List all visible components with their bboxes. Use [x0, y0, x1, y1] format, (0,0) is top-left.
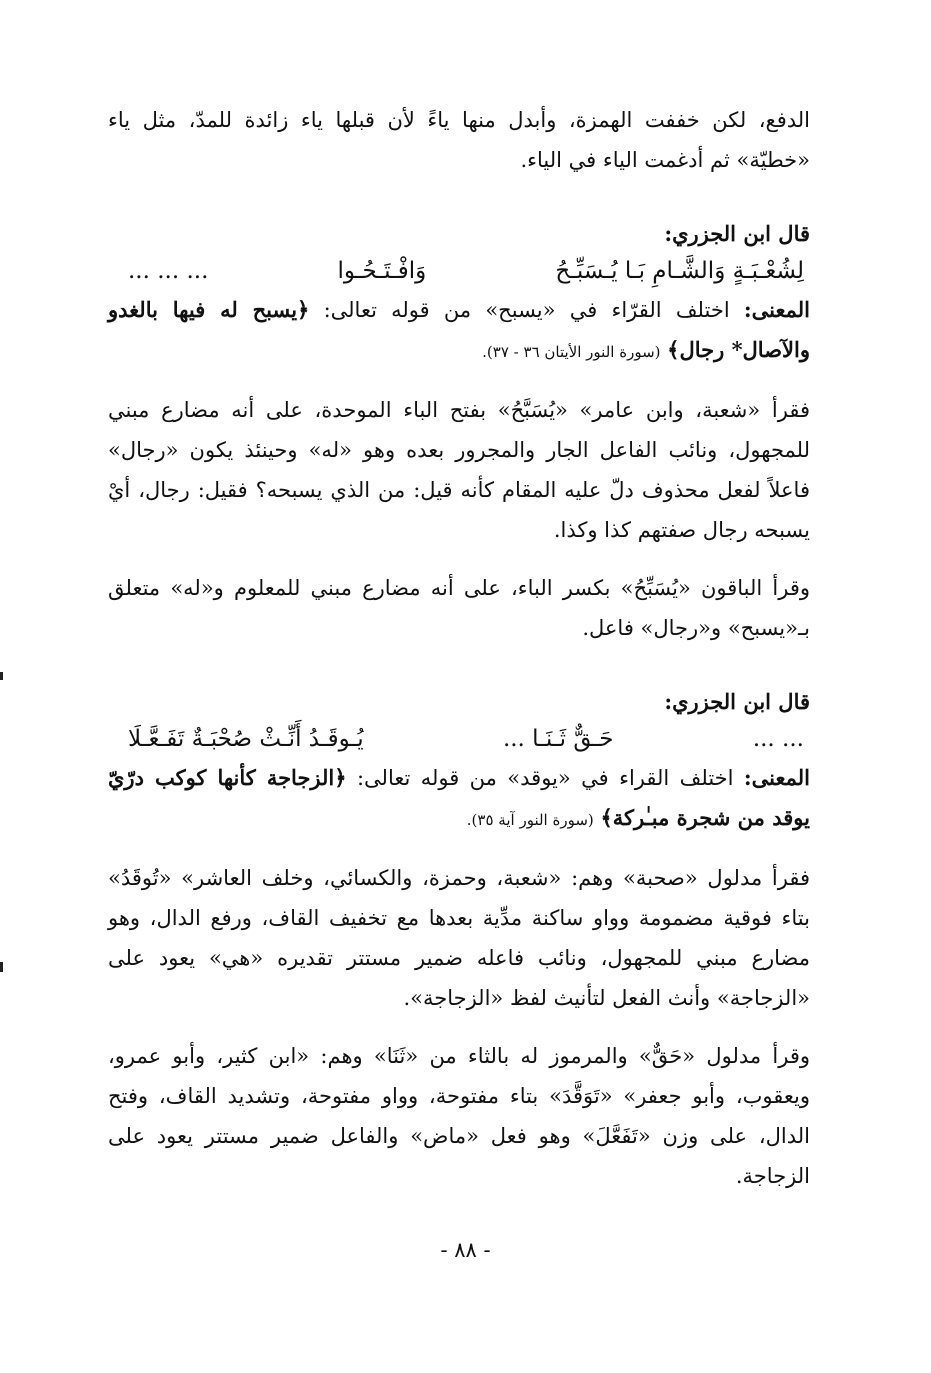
- verse-2-right-part: يُـوقَـدُ أَنِّـثْ صُحْبَـةٌ تَفَـعَّـلَا: [128, 726, 364, 752]
- quran-quote: ﴿الزجاجة كأنها كوكب درّيّ يوقد من شجرة مبـٰركة﴾: [108, 765, 810, 830]
- verse-1-right-part: ... ... ...: [128, 258, 209, 284]
- paragraph-1: الدفع، لكن خففت الهمزة، وأبدل منها ياءً لأن قبلها ياء زائدة للمدّ، مثل ياء «خطيّة» ثم أدغمت الياء في الياء.: [108, 108, 810, 172]
- heading-ibn-al-jazari-1: قال ابن الجزري:: [664, 221, 810, 246]
- paragraph-2: فقرأ «شعبة، وابن عامر» «يُسَبَّحُ» بفتح الباء الموحدة، على أنه مضارع مبني للمجهول، ونائب الفاعل الجار والمجرور بعده وهو «له» وحينئذ يكون «رجال» فاعلاً لفعل محذوف دلّ عليه المقام كأنه قيل: من الذي يسبحه؟ فقيل: رجال، أيْ يسبحه رجال صفتهم كذا وكذا.: [108, 398, 810, 542]
- scan-mark: [0, 672, 3, 680]
- verse-line-2: [108, 720, 810, 758]
- meaning-text: اختلف القراء في «يوقد» من قوله تعالى:: [356, 766, 734, 790]
- meaning-paragraph-1: [108, 290, 810, 372]
- meaning-text: اختلف القرّاء في «يسبح» من قوله تعالى:: [323, 298, 730, 322]
- scan-mark: [0, 962, 3, 972]
- verse-1-mid-part: وَافْـتَـحُـوا: [337, 258, 427, 284]
- verse-line-1: [108, 252, 810, 290]
- paragraph-4: فقرأ مدلول «صحبة» وهم: «شعبة، وحمزة، والكسائي، وخلف العاشر» «تُوقَدُ» بتاء فوقية مضمومة وواو ساكنة مدِّية بعدها مع تخفيف القاف، ورفع الدال، وهو مضارع مبني للمجهول، ونائب فاعله ضمير مستتر تقديره «هي» يعود على «الزجاجة» وأنث الفعل لتأنيث لفظ «الزجاجة».: [108, 866, 810, 1010]
- page-body: [108, 100, 810, 1196]
- verse-1-left-part: لِشُعْـبَـةٍ وَالشَّـامِ بَـا يُـسَبِّـحُ: [555, 258, 804, 284]
- quran-quote: ﴿يسبح له فيها بالغدو والآصال* رجال﴾: [108, 297, 810, 362]
- page-number: - ٨٨ -: [440, 1238, 491, 1262]
- meaning-paragraph-2: [108, 758, 810, 840]
- paragraph-5: وقرأ مدلول «حَقٌّ» والمرموز له بالثاء من «ثَنَا» وهم: «ابن كثير، وأبو عمرو، ويعقوب، وأبو جعفر» «تَوَقَّدَ» بتاء مفتوحة، وواو مفتوحة، وتشديد القاف، وفتح الدال، على وزن «تَفَعَّلَ» وهو فعل «ماض» والفاعل ضمير مستتر يعود على الزجاجة.: [108, 1044, 810, 1188]
- meaning-label: المعنى:: [743, 297, 810, 322]
- quran-reference: (سورة النور الأيتان ٣٦ - ٣٧).: [482, 343, 661, 361]
- meaning-label: المعنى:: [743, 765, 810, 790]
- verse-2-left-part: ... ...: [752, 726, 804, 752]
- paragraph-3: وقرأ الباقون «يُسَبِّحُ» بكسر الباء، على أنه مضارع مبني للمعلوم و«له» متعلق بـ«يسبح» و«رجال» فاعل.: [108, 576, 810, 640]
- quran-reference: (سورة النور آية ٣٥).: [466, 811, 594, 829]
- verse-2-mid-part: حَـقٌّ ثَـنَـا ...: [502, 726, 614, 752]
- heading-ibn-al-jazari-2: قال ابن الجزري:: [664, 689, 810, 714]
